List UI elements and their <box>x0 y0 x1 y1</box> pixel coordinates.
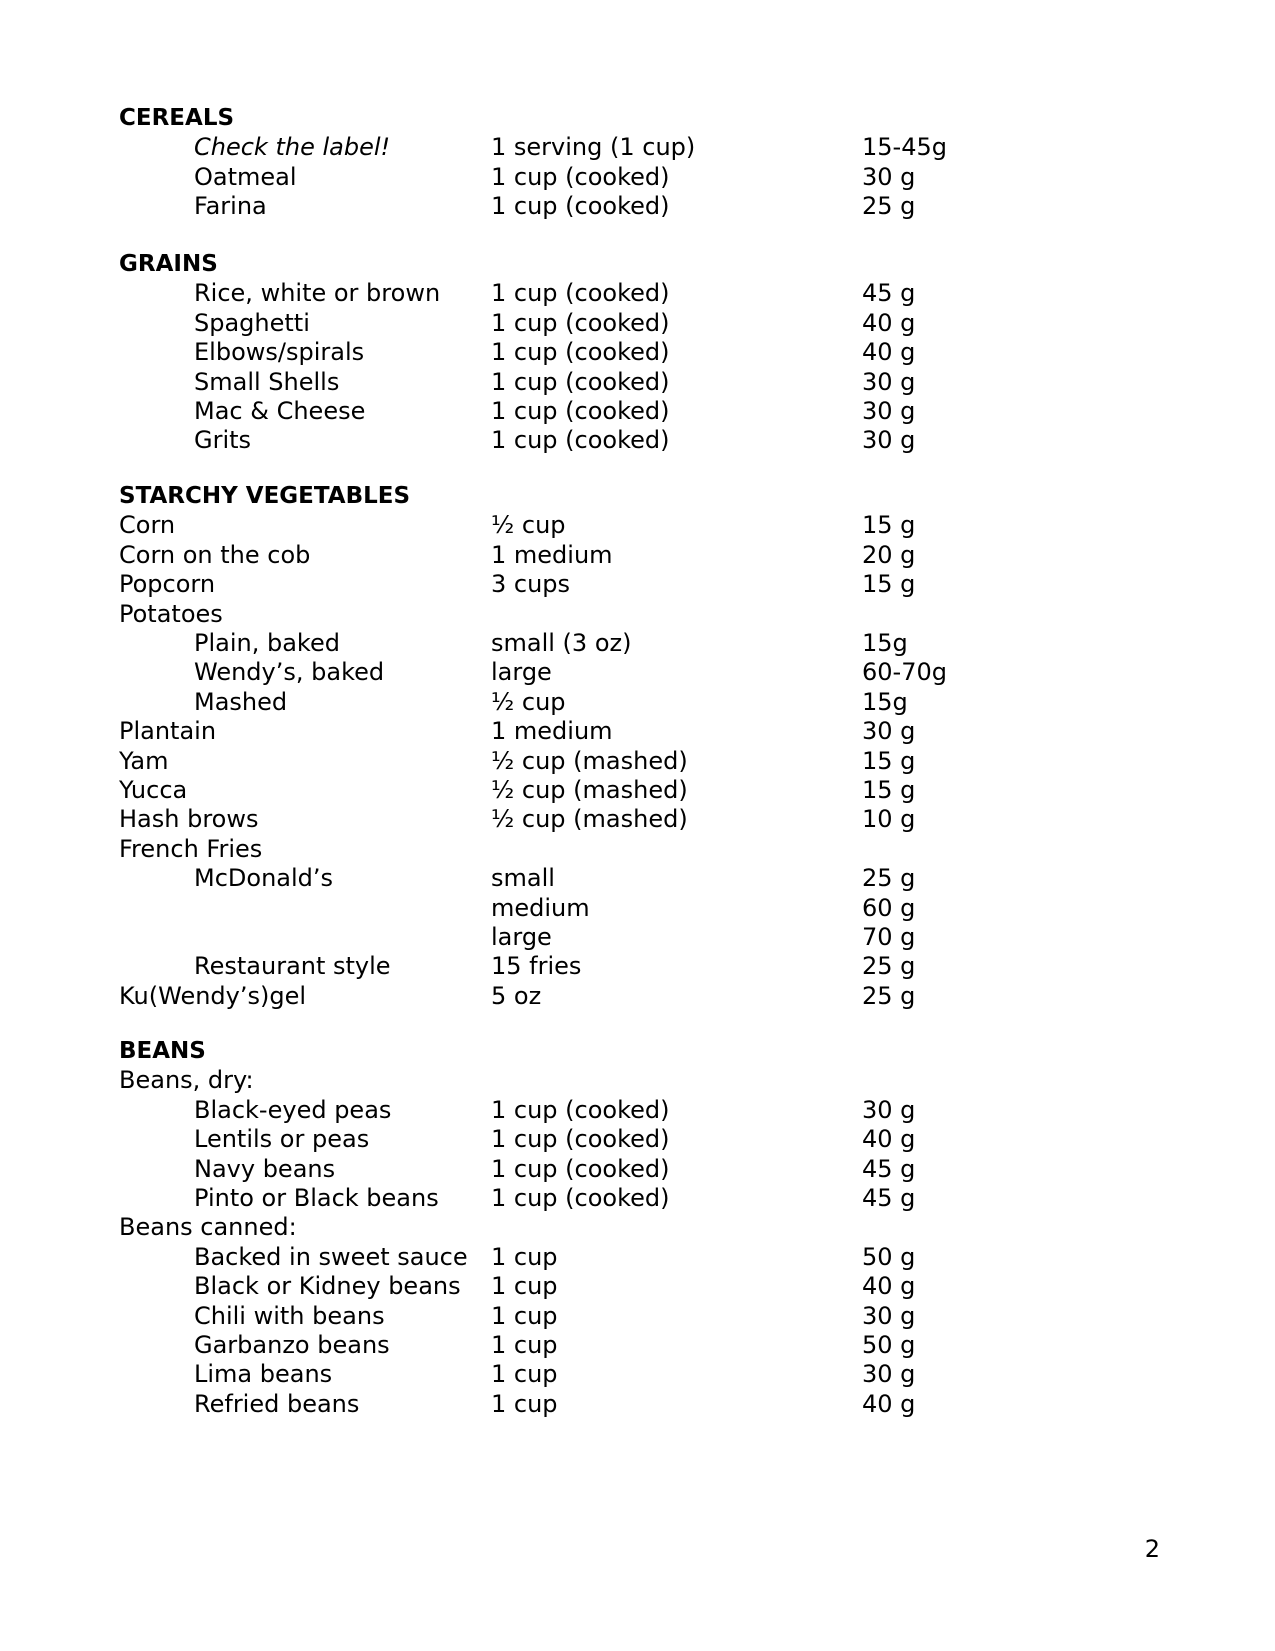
carb-grams: 40 g <box>862 1125 916 1153</box>
table-row <box>0 1154 1275 1184</box>
table-row <box>0 1271 1275 1301</box>
section-heading: BEANS <box>119 1038 206 1064</box>
carb-grams: 40 g <box>862 338 916 366</box>
carb-grams: 70 g <box>862 923 916 951</box>
carb-grams: 15 g <box>862 511 916 539</box>
table-row <box>0 367 1275 397</box>
section-heading: STARCHY VEGETABLES <box>119 483 411 509</box>
table-row <box>0 162 1275 192</box>
food-item: Corn on the cob <box>119 541 311 569</box>
table-row <box>0 132 1275 162</box>
carb-grams: 15g <box>862 629 908 657</box>
serving-size: ½ cup <box>491 688 566 716</box>
food-item: Mac & Cheese <box>194 397 366 425</box>
serving-size: ½ cup (mashed) <box>491 776 688 804</box>
table-row <box>0 1359 1275 1389</box>
food-item: Yam <box>119 747 169 775</box>
carb-grams: 45 g <box>862 279 916 307</box>
food-item: French Fries <box>119 835 263 863</box>
table-row <box>0 746 1275 776</box>
serving-size: 1 cup (cooked) <box>491 163 670 191</box>
serving-size: large <box>491 923 552 951</box>
serving-size: 1 cup <box>491 1360 558 1388</box>
food-item: Small Shells <box>194 368 340 396</box>
serving-size: 1 cup (cooked) <box>491 192 670 220</box>
table-row <box>0 540 1275 570</box>
carb-grams: 30 g <box>862 1360 916 1388</box>
food-item: Wendy’s, baked <box>194 658 385 686</box>
food-item: Garbanzo beans <box>194 1331 390 1359</box>
carb-grams: 15 g <box>862 776 916 804</box>
food-item: Beans canned: <box>119 1213 297 1241</box>
carb-grams: 15 g <box>862 747 916 775</box>
table-row <box>0 510 1275 540</box>
food-item: Oatmeal <box>194 163 297 191</box>
food-item: Black-eyed peas <box>194 1096 392 1124</box>
serving-size: 1 cup <box>491 1272 558 1300</box>
table-row <box>0 1242 1275 1272</box>
carb-grams: 30 g <box>862 1302 916 1330</box>
serving-size: small (3 oz) <box>491 629 632 657</box>
food-item: Check the label! <box>194 133 391 161</box>
table-row <box>0 308 1275 338</box>
serving-size: large <box>491 658 552 686</box>
table-row <box>0 1183 1275 1213</box>
table-row <box>0 1065 1275 1095</box>
table-row <box>0 775 1275 805</box>
table-row <box>0 628 1275 658</box>
carb-grams: 40 g <box>862 309 916 337</box>
carb-grams: 40 g <box>862 1390 916 1418</box>
serving-size: 1 cup (cooked) <box>491 1155 670 1183</box>
serving-size: 3 cups <box>491 570 571 598</box>
food-item: Popcorn <box>119 570 216 598</box>
table-row <box>0 716 1275 746</box>
serving-size: 1 serving (1 cup) <box>491 133 696 161</box>
serving-size: 5 oz <box>491 982 542 1010</box>
table-row <box>0 278 1275 308</box>
serving-size: 1 cup (cooked) <box>491 1096 670 1124</box>
table-row <box>0 1389 1275 1419</box>
food-item: Restaurant style <box>194 952 391 980</box>
table-row <box>0 981 1275 1011</box>
food-item: Plain, baked <box>194 629 340 657</box>
table-row <box>0 1212 1275 1242</box>
food-item: Grits <box>194 426 252 454</box>
serving-size: 1 cup (cooked) <box>491 426 670 454</box>
carb-grams: 60-70g <box>862 658 947 686</box>
food-item: Ku(Wendy’s)gel <box>119 982 307 1010</box>
carb-grams: 50 g <box>862 1331 916 1359</box>
table-row <box>0 1095 1275 1125</box>
food-item: Corn <box>119 511 176 539</box>
carb-grams: 30 g <box>862 163 916 191</box>
food-item: Spaghetti <box>194 309 310 337</box>
serving-size: 1 medium <box>491 541 613 569</box>
serving-size: ½ cup <box>491 511 566 539</box>
serving-size: 1 cup <box>491 1243 558 1271</box>
table-row <box>0 569 1275 599</box>
serving-size: 1 cup (cooked) <box>491 338 670 366</box>
carb-grams: 45 g <box>862 1184 916 1212</box>
carb-grams: 20 g <box>862 541 916 569</box>
food-item: Yucca <box>119 776 188 804</box>
table-row <box>0 834 1275 864</box>
food-item: Refried beans <box>194 1390 360 1418</box>
table-row <box>0 337 1275 367</box>
table-row <box>0 804 1275 834</box>
serving-size: 1 cup (cooked) <box>491 397 670 425</box>
serving-size: small <box>491 864 555 892</box>
food-item: Hash brows <box>119 805 259 833</box>
serving-size: 1 medium <box>491 717 613 745</box>
food-item: Chili with beans <box>194 1302 385 1330</box>
serving-size: medium <box>491 894 590 922</box>
serving-size: 1 cup (cooked) <box>491 279 670 307</box>
table-row <box>0 1301 1275 1331</box>
carb-grams: 15-45g <box>862 133 947 161</box>
carb-grams: 30 g <box>862 1096 916 1124</box>
carb-grams: 25 g <box>862 864 916 892</box>
serving-size: 1 cup (cooked) <box>491 1184 670 1212</box>
food-item: Plantain <box>119 717 217 745</box>
food-item: Navy beans <box>194 1155 336 1183</box>
food-item: Potatoes <box>119 600 223 628</box>
serving-size: 1 cup <box>491 1331 558 1359</box>
section-heading: GRAINS <box>119 251 218 277</box>
serving-size: 1 cup (cooked) <box>491 368 670 396</box>
serving-size: 1 cup <box>491 1390 558 1418</box>
carb-grams: 15 g <box>862 570 916 598</box>
table-row <box>0 922 1275 952</box>
table-row <box>0 425 1275 455</box>
food-item: Pinto or Black beans <box>194 1184 439 1212</box>
food-item: Mashed <box>194 688 288 716</box>
table-row <box>0 657 1275 687</box>
serving-size: 1 cup (cooked) <box>491 309 670 337</box>
food-item: Beans, dry: <box>119 1066 254 1094</box>
food-item: McDonald’s <box>194 864 334 892</box>
table-row <box>0 191 1275 221</box>
table-row <box>0 1330 1275 1360</box>
food-item: Backed in sweet sauce <box>194 1243 468 1271</box>
carb-grams: 25 g <box>862 952 916 980</box>
carb-grams: 30 g <box>862 717 916 745</box>
serving-size: 1 cup <box>491 1302 558 1330</box>
carb-grams: 25 g <box>862 192 916 220</box>
serving-size: 1 cup (cooked) <box>491 1125 670 1153</box>
carb-grams: 30 g <box>862 397 916 425</box>
carb-grams: 25 g <box>862 982 916 1010</box>
food-item: Lima beans <box>194 1360 333 1388</box>
table-row <box>0 951 1275 981</box>
food-item: Elbows/spirals <box>194 338 365 366</box>
table-row <box>0 1124 1275 1154</box>
section-heading: CEREALS <box>119 105 235 131</box>
table-row <box>0 599 1275 629</box>
food-item: Lentils or peas <box>194 1125 370 1153</box>
table-row <box>0 893 1275 923</box>
carb-grams: 30 g <box>862 426 916 454</box>
carb-grams: 60 g <box>862 894 916 922</box>
carb-grams: 30 g <box>862 368 916 396</box>
page-number: 2 <box>1144 1535 1160 1563</box>
carb-grams: 40 g <box>862 1272 916 1300</box>
food-item: Rice, white or brown <box>194 279 441 307</box>
table-row <box>0 396 1275 426</box>
serving-size: ½ cup (mashed) <box>491 805 688 833</box>
carb-grams: 45 g <box>862 1155 916 1183</box>
serving-size: ½ cup (mashed) <box>491 747 688 775</box>
food-item: Farina <box>194 192 267 220</box>
food-item: Black or Kidney beans <box>194 1272 461 1300</box>
carb-grams: 50 g <box>862 1243 916 1271</box>
table-row <box>0 863 1275 893</box>
carb-grams: 15g <box>862 688 908 716</box>
serving-size: 15 fries <box>491 952 582 980</box>
table-row <box>0 687 1275 717</box>
carb-grams: 10 g <box>862 805 916 833</box>
